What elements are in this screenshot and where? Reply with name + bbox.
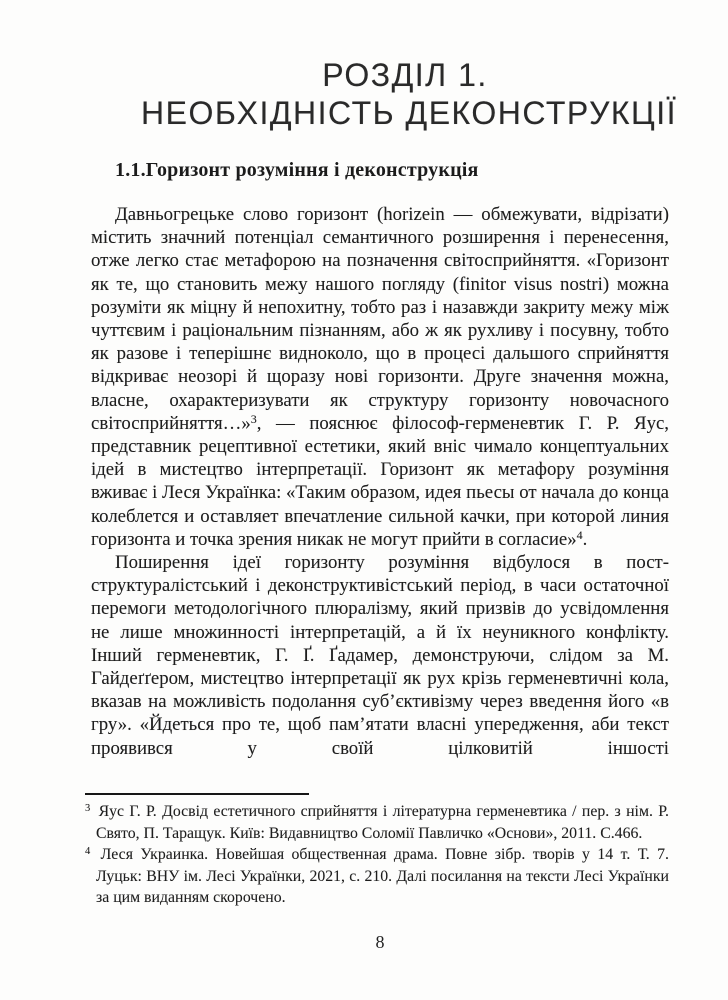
body-text	[91, 203, 669, 760]
footnote: $^4$ Леся Украинка. Новейшая общественная драма. Повне зібр. творів у 14 т. Т. 7. Луцьк: ВНУ ім. Лесі Українки, 2021, с. 210. Далі посилання на тексти Лесі Українки за цим виданням скорочено.	[85, 846, 669, 906]
section-heading: 1.1.Горизонт розуміння і деконструкція	[115, 159, 479, 181]
footnote-reference: 3	[250, 411, 257, 426]
footnote-reference: 4	[576, 527, 583, 542]
chapter-heading	[91, 56, 677, 132]
page-number: 8	[375, 932, 385, 952]
body-paragraph: Давньогрецьке слово горизонт (horizein — обмежувати, відрізати) містить значний потенціал семантичного розширення і перенесення, отже легко стає метафорою на позначення світосприйняття. «Горизонт як те, що становить межу нашого погляду (finitor visus nostri) можна розуміти як міцну й непохитну, тобто раз і назавжди закриту межу між чуттєвим і раціональним пізнанням, або ж як рухливу і посувну, тобто як разове і теперішнє видноколо, що в процесі дальшого сприйняття відкриває неозорі й щоразу нові горизонти. Друге значення можна, власне, охарактеризувати як структуру горизонту новочасного світосприйняття…»$^3$, — пояснює філософ-герменевтик Г. Р. Яус, представник рецептивної естетики, який вніс чимало концептуальних ідей в мистецтво інтерпретації. Горизонт як метафору розуміння вживає і Леся Українка: «Таким образом, идея пьесы от начала до конца колеблется и оставляет впечатление сильной качки, при которой линия горизонта и точка зрения никак не могут прийти в согласие»$^4$.	[91, 204, 669, 550]
footnotes-block	[85, 801, 669, 909]
chapter-title-line1: РОЗДІЛ 1.	[322, 57, 488, 93]
footnote-separator	[85, 793, 309, 795]
body-paragraph: Поширення ідеї горизонту розуміння відбулося в пост-структуралістський і деконструктивістський період, в часи остаточної перемоги методологічного плюралізму, який призвів до усвідомлення не лише множинності інтерпретацій, а й їх неуникного конфлікту. Інший герменевтик, Г. Ґ. Ґадамер, демонструючи, слідом за М. Гайдеґґером, мистецтво інтерпретації як рух крізь герменевтичні кола, вказав на можливість подолання суб’єктивізму через введення його «в гру». «Йдеться про те, щоб пам’ятати власні упередження, аби текст проявився у своїй цілковитій іншості	[91, 552, 669, 759]
footnote-marker: 3	[85, 803, 91, 814]
chapter-title-line2: НЕОБХІДНІСТЬ ДЕКОНСТРУКЦІЇ	[141, 95, 677, 131]
footnote-marker: 4	[85, 846, 91, 857]
footnote: $^3$ Яус Г. Р. Досвід естетичного сприйняття і літературна герменевтика / пер. з нім. Р. Свято, П. Таращук. Київ: Видавництво Соломії Павличко «Основи», 2011. С.466.	[85, 803, 669, 842]
